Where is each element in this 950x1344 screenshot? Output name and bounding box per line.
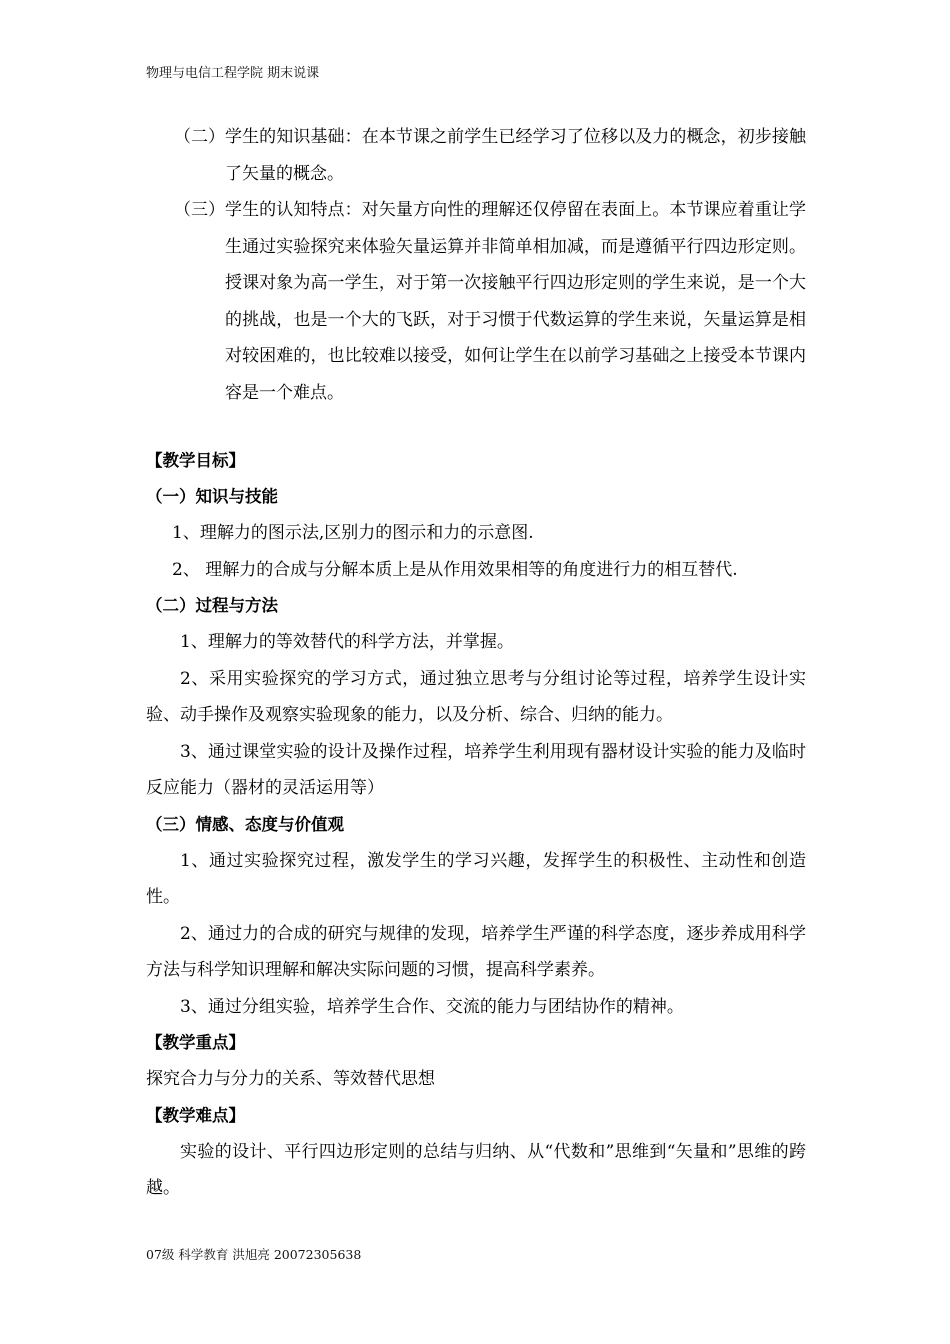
document-body xyxy=(146,119,806,1207)
list-item-text: 学生的认知特点：对矢量方向性的理解还仅停留在表面上。本节课应着重让学生通过实验探究来体验矢量运算并非简单相加减，而是遵循平行四边形定则。授课对象为高一学生，对于第一次接触平行四边形定则的学生来说，是一个大的挑战，也是一个大的飞跃，对于习惯于代数运算的学生来说，矢量运算是相对较困难的，也比较难以接受，如何让学生在以前学习基础之上接受本节课内容是一个难点。 xyxy=(225,200,806,403)
spacer xyxy=(146,411,806,443)
knowledge-item-2: 2、 理解力的合成与分解本质上是从作用效果相等的角度进行力的相互替代. xyxy=(172,559,738,580)
page-footer: 07级 科学教育 洪旭亮 20072305638 xyxy=(146,1247,362,1262)
emotion-attitude-heading: （三）情感、态度与价值观 xyxy=(146,814,344,834)
list-marker: （二） xyxy=(174,127,225,147)
difficulties-heading: 【教学难点】 xyxy=(146,1105,245,1125)
student-analysis-item-2 xyxy=(146,119,806,192)
list-item-text: 学生的知识基础：在本节课之前学生已经学习了位移以及力的概念，初步接触了矢量的概念。 xyxy=(225,127,806,184)
emotion-item-2: 2、通过力的合成的研究与规律的发现，培养学生严谨的科学态度，逐步养成用科学方法与科学知识理解和解决实际问题的习惯，提高科学素养。 xyxy=(146,923,806,980)
knowledge-item-1: 1、理解力的图示法,区别力的图示和力的示意图. xyxy=(172,523,534,543)
objectives-heading: 【教学目标】 xyxy=(146,451,245,470)
key-points-text: 探究合力与分力的关系、等效替代思想 xyxy=(146,1069,435,1089)
emotion-item-3: 3、通过分组实验，培养学生合作、交流的能力与团结协作的精神。 xyxy=(180,996,684,1017)
list-marker: （三） xyxy=(174,200,225,220)
page-header: 物理与电信工程学院 期末说课 xyxy=(146,66,320,81)
knowledge-skills-heading: （一）知识与技能 xyxy=(146,487,278,506)
difficulties-text: 实验的设计、平行四边形定则的总结与归纳、从“代数和”思维到“矢量和”思维的跨越。 xyxy=(146,1141,806,1198)
emotion-item-1: 1、通过实验探究过程，激发学生的学习兴趣，发挥学生的积极性、主动性和创造性。 xyxy=(146,850,806,907)
process-item-3: 3、通过课堂实验的设计及操作过程，培养学生利用现有器材设计实验的能力及临时反应能力（器材的灵活运用等） xyxy=(146,741,806,798)
student-analysis-item-3 xyxy=(146,192,806,411)
process-method-heading: （二）过程与方法 xyxy=(146,596,278,615)
process-item-1: 1、理解力的等效替代的科学方法，并掌握。 xyxy=(180,632,514,652)
process-item-2: 2、采用实验探究的学习方式，通过独立思考与分组讨论等过程，培养学生设计实验、动手操作及观察实验现象的能力，以及分析、综合、归纳的能力。 xyxy=(146,668,806,725)
key-points-heading: 【教学重点】 xyxy=(146,1033,245,1052)
